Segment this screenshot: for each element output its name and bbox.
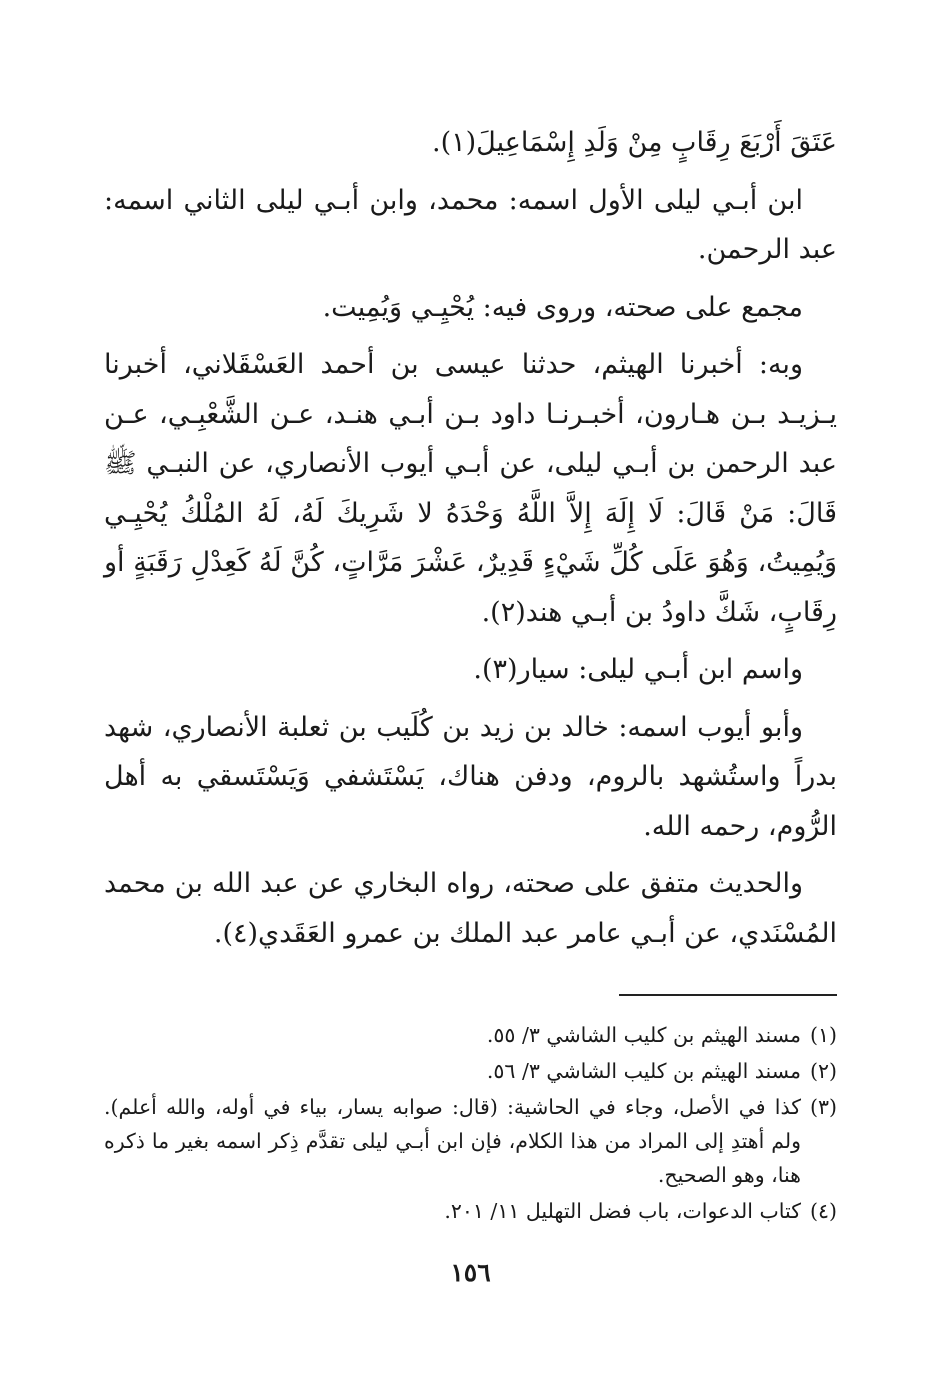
footnote-text: مسند الهيثم بن كليب الشاشي ٣/ ٥٦.: [486, 1059, 801, 1083]
footnote-item: [104, 1054, 837, 1088]
footnote-text: كذا في الأصل، وجاء في الحاشية: (قال: صوابه يسار، بياء في أوله، والله أعلم). ولم أهتدِ إلى المراد من هذا الكلام، فإن ابن أبـي ليلى تقدَّم ذِكر اسمه بغير ما ذكره هنا، وهو الصحيح.: [104, 1095, 801, 1187]
paragraph-hadith-end: عَتَقَ أَرْبَعَ رِقَابٍ مِنْ وَلَدِ إِسْمَاعِيلَ(١).: [432, 127, 837, 158]
paragraph-abu-ayyub: وأبو أيوب اسمه: خالد بن زيد بن كُلَيب بن ثعلبة الأنصاري، شهد بدراً واستُشهد بالروم، ودفن هناك، يَسْتَشفي وَيَسْتَسقي به أهل الرُّوم، رحمه الله.: [104, 711, 837, 842]
footnote-item: [104, 1090, 837, 1192]
footnote-item: [104, 1018, 837, 1052]
paragraph-consensus: مجمع على صحته، وروى فيه: يُحْيِـي وَيُمِيت.: [322, 291, 803, 323]
paragraph-ibn-abi-layla-names: ابن أبـي ليلى الأول اسمه: محمد، وابن أبـي ليلى الثاني اسمه: عبد الرحمن.: [104, 184, 837, 265]
footnote-divider: [619, 994, 837, 996]
footnote-item: [104, 1194, 837, 1228]
footnote-number: (٤): [809, 1199, 837, 1223]
footnote-number: (٣): [809, 1095, 837, 1119]
footnotes: [104, 1018, 837, 1228]
footnote-number: (١): [809, 1023, 837, 1047]
paragraph-isnad: وبه: أخبرنا الهيثم، حدثنا عيسى بن أحمد العَسْقَلاني، أخبرنا يـزيـد بـن هـارون، أخبـرنـا داود بـن أبـي هنـد، عـن الشَّعْبِـي، عـن عبد الرحمن بن أبـي ليلى، عن أبـي أيوب الأنصاري، عن النبـي ﷺ قَالَ: مَنْ قَالَ: لَا إِلَهَ إِلاَّ اللَّهُ وَحْدَهُ لا شَرِيكَ لَهُ، لَهُ المُلْكُ يُحْيِـي وَيُمِيتُ، وَهُوَ عَلَى كُلِّ شَيْءٍ قَدِيرٌ، عَشْرَ مَرَّاتٍ، كُنَّ لَهُ كَعِدْلِ رَقَبَةٍ أو رِقَابٍ، شَكَّ داودُ بن أبـي هند(٢).: [104, 349, 837, 628]
main-text: [104, 118, 837, 958]
paragraph-name-sayyar: واسم ابن أبـي ليلى: سيار(٣).: [473, 654, 803, 685]
page-number: ١٥٦: [450, 1258, 491, 1287]
footnote-text: مسند الهيثم بن كليب الشاشي ٣/ ٥٥.: [486, 1023, 801, 1047]
footnote-number: (٢): [809, 1059, 837, 1083]
paragraph-agreed-upon: والحديث متفق على صحته، رواه البخاري عن عبد الله بن محمد المُسْنَدي، عن أبـي عامر عبد الملك بن عمرو العَقَدي(٤).: [104, 868, 837, 949]
footnote-text: كتاب الدعوات، باب فضل التهليل ١١/ ٢٠١.: [444, 1199, 801, 1223]
